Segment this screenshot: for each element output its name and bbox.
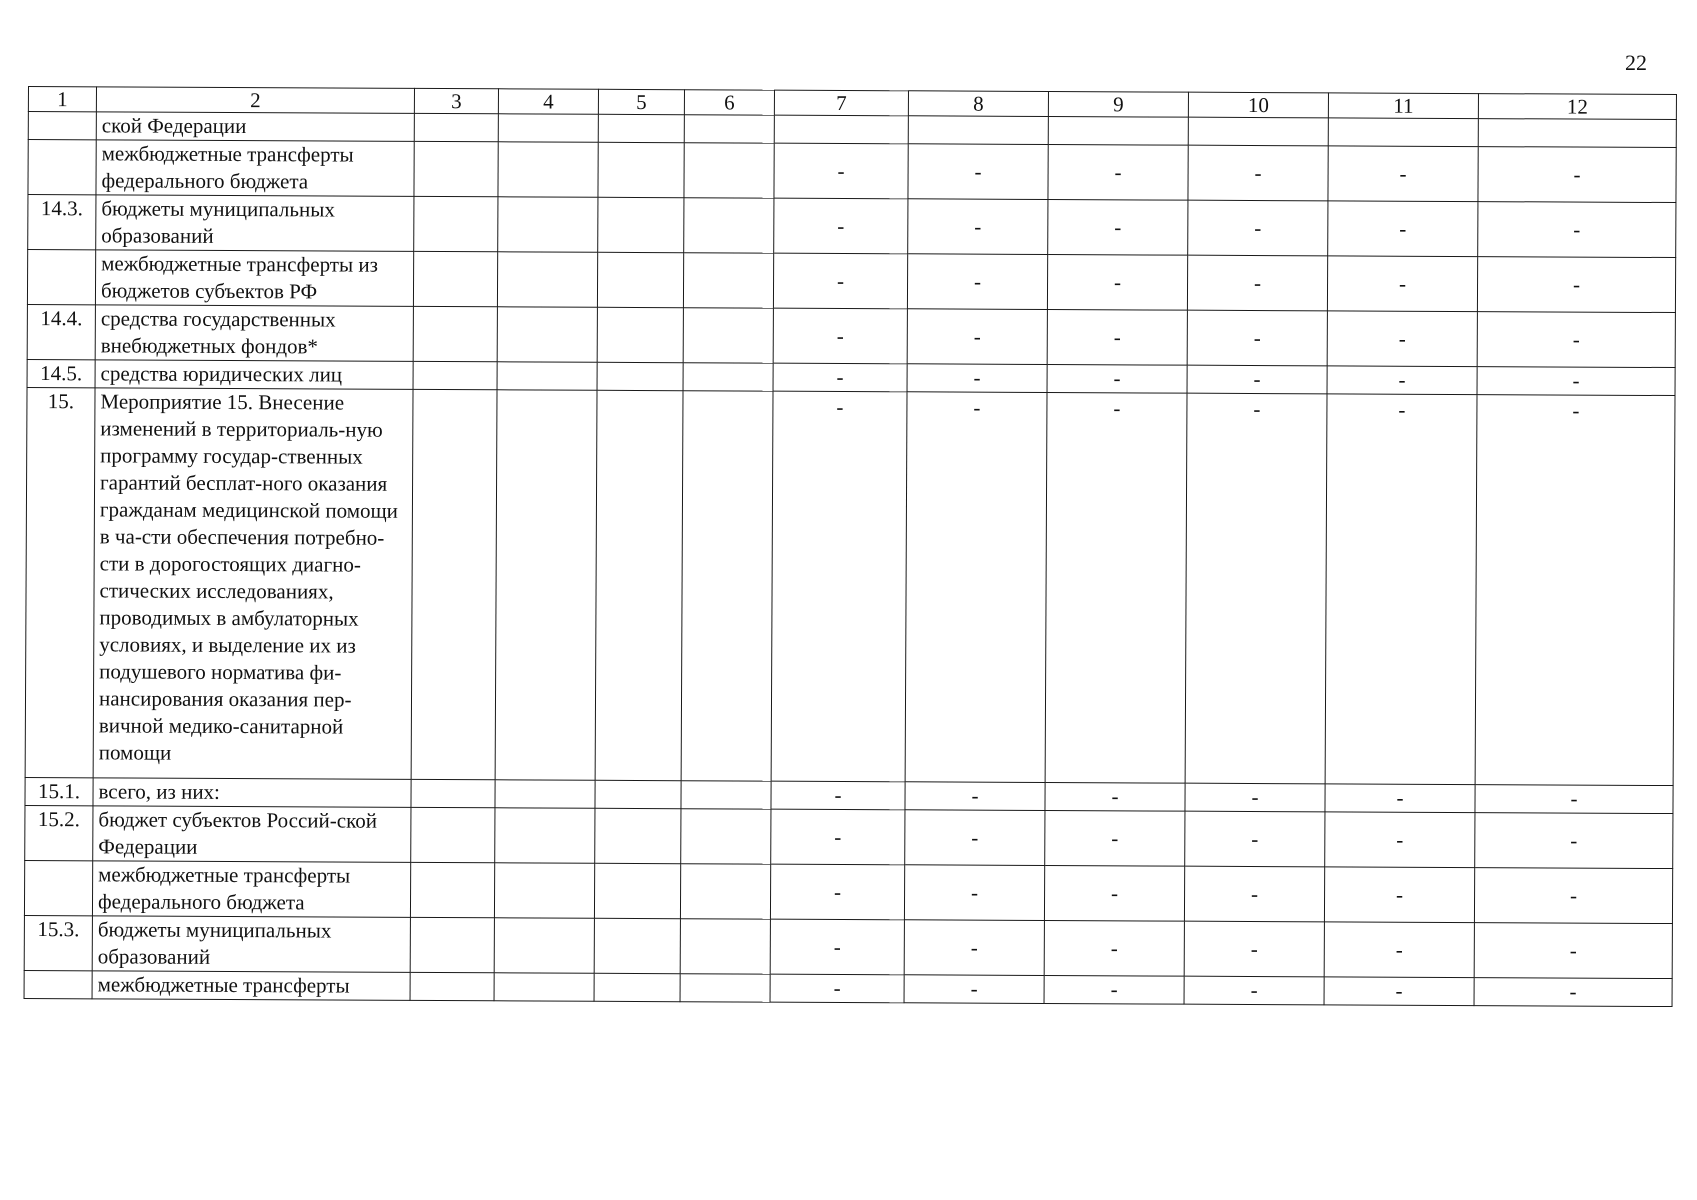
- value-cell: [598, 197, 684, 252]
- value-cell: [411, 779, 495, 807]
- value-cell: -: [1477, 367, 1675, 396]
- value-cell: [684, 198, 774, 253]
- column-number: 7: [774, 90, 908, 116]
- table-row: [24, 860, 1672, 923]
- value-cell: [413, 306, 497, 361]
- value-cell: [498, 114, 598, 142]
- value-cell: -: [1327, 366, 1477, 395]
- value-cell: -: [1474, 868, 1672, 924]
- value-cell: [597, 252, 683, 307]
- value-cell: -: [773, 253, 907, 309]
- value-cell: [495, 808, 595, 863]
- value-cell: [497, 252, 597, 307]
- value-cell: -: [1475, 785, 1673, 814]
- row-number: 15.1.: [25, 777, 93, 805]
- value-cell: [681, 391, 773, 781]
- value-cell: [684, 115, 774, 143]
- value-cell: -: [904, 865, 1044, 921]
- row-number: [24, 860, 92, 915]
- value-cell: -: [1184, 921, 1324, 977]
- value-cell: [495, 780, 595, 808]
- value-cell: [595, 808, 681, 863]
- value-cell: [683, 308, 773, 363]
- value-cell: [410, 972, 494, 1000]
- value-cell: -: [1477, 257, 1675, 313]
- value-cell: -: [1187, 365, 1327, 394]
- value-cell: -: [905, 782, 1045, 811]
- value-cell: [497, 307, 597, 362]
- value-cell: [497, 362, 597, 390]
- column-number: 4: [498, 89, 598, 114]
- table-row: [28, 140, 1676, 203]
- column-number: 10: [1188, 92, 1328, 118]
- value-cell: -: [1475, 395, 1675, 786]
- value-cell: [594, 918, 680, 973]
- column-number: 12: [1478, 94, 1676, 120]
- value-cell: -: [1327, 256, 1477, 312]
- row-name: межбюджетные трансферты из бюджетов субъектов РФ: [95, 250, 413, 307]
- value-cell: -: [905, 810, 1045, 866]
- value-cell: -: [907, 254, 1047, 310]
- table-row: [25, 805, 1673, 868]
- value-cell: [414, 113, 498, 141]
- value-cell: -: [1327, 311, 1477, 367]
- value-cell: [595, 780, 681, 808]
- row-name: бюджет субъектов Россий-ской Федерации: [93, 806, 411, 863]
- value-cell: [494, 973, 594, 1001]
- column-number: 5: [598, 89, 684, 114]
- value-cell: -: [1187, 255, 1327, 311]
- value-cell: [597, 362, 683, 390]
- value-cell: -: [771, 809, 905, 865]
- value-cell: -: [1047, 364, 1187, 393]
- value-cell: -: [770, 864, 904, 920]
- page-number: 22: [1625, 50, 1647, 75]
- value-cell: [774, 115, 908, 144]
- value-cell: [1478, 119, 1676, 148]
- row-name: средства государственных внебюджетных фондов*: [95, 305, 413, 362]
- column-number: 6: [684, 90, 774, 115]
- table-body: [24, 112, 1676, 1007]
- value-cell: -: [904, 975, 1044, 1004]
- value-cell: [681, 781, 771, 809]
- row-number: [28, 140, 96, 195]
- value-cell: -: [1475, 813, 1673, 869]
- value-cell: -: [1478, 202, 1676, 258]
- value-cell: -: [1188, 200, 1328, 256]
- column-number: 3: [414, 88, 498, 113]
- value-cell: [1188, 117, 1328, 146]
- table-row: [27, 304, 1675, 367]
- row-name: межбюджетные трансферты федерального бюджета: [92, 861, 410, 918]
- value-cell: -: [1474, 923, 1672, 979]
- row-name: средства юридических лиц: [95, 360, 413, 390]
- value-cell: [594, 863, 680, 918]
- value-cell: -: [907, 309, 1047, 365]
- table-row: [27, 250, 1675, 313]
- row-number: [24, 970, 92, 998]
- value-cell: -: [771, 781, 905, 810]
- value-cell: -: [1045, 810, 1185, 866]
- value-cell: [594, 973, 680, 1001]
- value-cell: [680, 919, 770, 974]
- value-cell: -: [773, 308, 907, 364]
- value-cell: -: [1474, 978, 1672, 1007]
- value-cell: -: [773, 363, 907, 392]
- value-cell: -: [1324, 867, 1474, 923]
- value-cell: -: [1187, 310, 1327, 366]
- value-cell: -: [905, 392, 1047, 783]
- column-number: 1: [28, 87, 96, 112]
- value-cell: -: [1325, 784, 1475, 813]
- value-cell: -: [1478, 147, 1676, 203]
- value-cell: [1048, 116, 1188, 145]
- table-row: [25, 387, 1675, 785]
- value-cell: -: [770, 919, 904, 975]
- value-cell: -: [1045, 782, 1185, 811]
- value-cell: [414, 196, 498, 251]
- value-cell: [598, 114, 684, 142]
- value-cell: [680, 974, 770, 1002]
- row-number: 15.2.: [25, 805, 93, 860]
- value-cell: -: [1328, 201, 1478, 257]
- value-cell: -: [774, 143, 908, 199]
- value-cell: -: [1184, 976, 1324, 1005]
- value-cell: -: [1324, 977, 1474, 1006]
- value-cell: -: [908, 199, 1048, 255]
- value-cell: [410, 917, 494, 972]
- row-number: 14.4.: [27, 304, 95, 359]
- value-cell: [597, 307, 683, 362]
- row-number: [28, 112, 96, 140]
- value-cell: -: [904, 920, 1044, 976]
- row-name: бюджеты муниципальных образований: [96, 195, 414, 252]
- value-cell: [494, 863, 594, 918]
- value-cell: [494, 918, 594, 973]
- value-cell: -: [1185, 783, 1325, 812]
- value-cell: -: [1044, 975, 1184, 1004]
- value-cell: [683, 253, 773, 308]
- row-name: Мероприятие 15. Внесение изменений в территориаль-ную программу государ-ственных гарантий бесплат-ного оказания гражданам медицинской помощи в ча-сти обеспечения потребно-сти в дорогостоящих диагно-стических исследованиях, проводимых в амбулаторных условиях, и выделение их из подушевого норматива фи-нансирования оказания пер-вичной медико-санитарной помощи: [93, 388, 413, 780]
- value-cell: -: [1325, 812, 1475, 868]
- row-name: бюджеты муниципальных образований: [92, 916, 410, 973]
- value-cell: [1328, 118, 1478, 147]
- value-cell: -: [774, 198, 908, 254]
- column-number: 11: [1328, 93, 1478, 119]
- value-cell: -: [1325, 394, 1477, 785]
- value-cell: [498, 142, 598, 197]
- value-cell: [684, 143, 774, 198]
- value-cell: -: [908, 144, 1048, 200]
- table-row: [24, 915, 1672, 978]
- value-cell: [683, 363, 773, 391]
- table-row: [28, 195, 1676, 258]
- value-cell: [410, 862, 494, 917]
- row-name: межбюджетные трансферты федерального бюджета: [96, 140, 414, 197]
- value-cell: [681, 809, 771, 864]
- row-number: 14.3.: [28, 195, 96, 250]
- value-cell: -: [1048, 199, 1188, 255]
- value-cell: -: [1185, 393, 1327, 784]
- value-cell: -: [1324, 922, 1474, 978]
- value-cell: [498, 197, 598, 252]
- column-number: 8: [908, 91, 1048, 117]
- value-cell: [598, 142, 684, 197]
- value-cell: -: [1047, 309, 1187, 365]
- column-number: 2: [96, 87, 414, 114]
- value-cell: -: [907, 364, 1047, 393]
- value-cell: [413, 251, 497, 306]
- value-cell: [414, 141, 498, 196]
- value-cell: -: [1184, 866, 1324, 922]
- column-number: 9: [1048, 91, 1188, 117]
- row-name: всего, из них:: [93, 778, 411, 808]
- row-number: [27, 250, 95, 305]
- value-cell: [411, 389, 497, 779]
- row-number: 15.: [25, 387, 95, 777]
- value-cell: -: [1477, 312, 1675, 368]
- value-cell: [495, 390, 597, 780]
- value-cell: [413, 361, 497, 389]
- value-cell: -: [1188, 145, 1328, 201]
- row-name: ской Федерации: [96, 112, 414, 142]
- value-cell: -: [1047, 254, 1187, 310]
- value-cell: -: [1185, 811, 1325, 867]
- value-cell: [680, 864, 770, 919]
- row-number: 15.3.: [24, 915, 92, 970]
- value-cell: -: [1044, 920, 1184, 976]
- value-cell: -: [770, 974, 904, 1003]
- value-cell: -: [1045, 392, 1187, 783]
- value-cell: [908, 116, 1048, 145]
- value-cell: [411, 807, 495, 862]
- row-number: 14.5.: [27, 359, 95, 387]
- value-cell: -: [1328, 146, 1478, 202]
- value-cell: -: [771, 391, 907, 782]
- value-cell: [595, 390, 683, 780]
- budget-table: [24, 86, 1677, 1007]
- value-cell: -: [1048, 144, 1188, 200]
- row-name: межбюджетные трансферты: [92, 971, 410, 1001]
- value-cell: -: [1044, 865, 1184, 921]
